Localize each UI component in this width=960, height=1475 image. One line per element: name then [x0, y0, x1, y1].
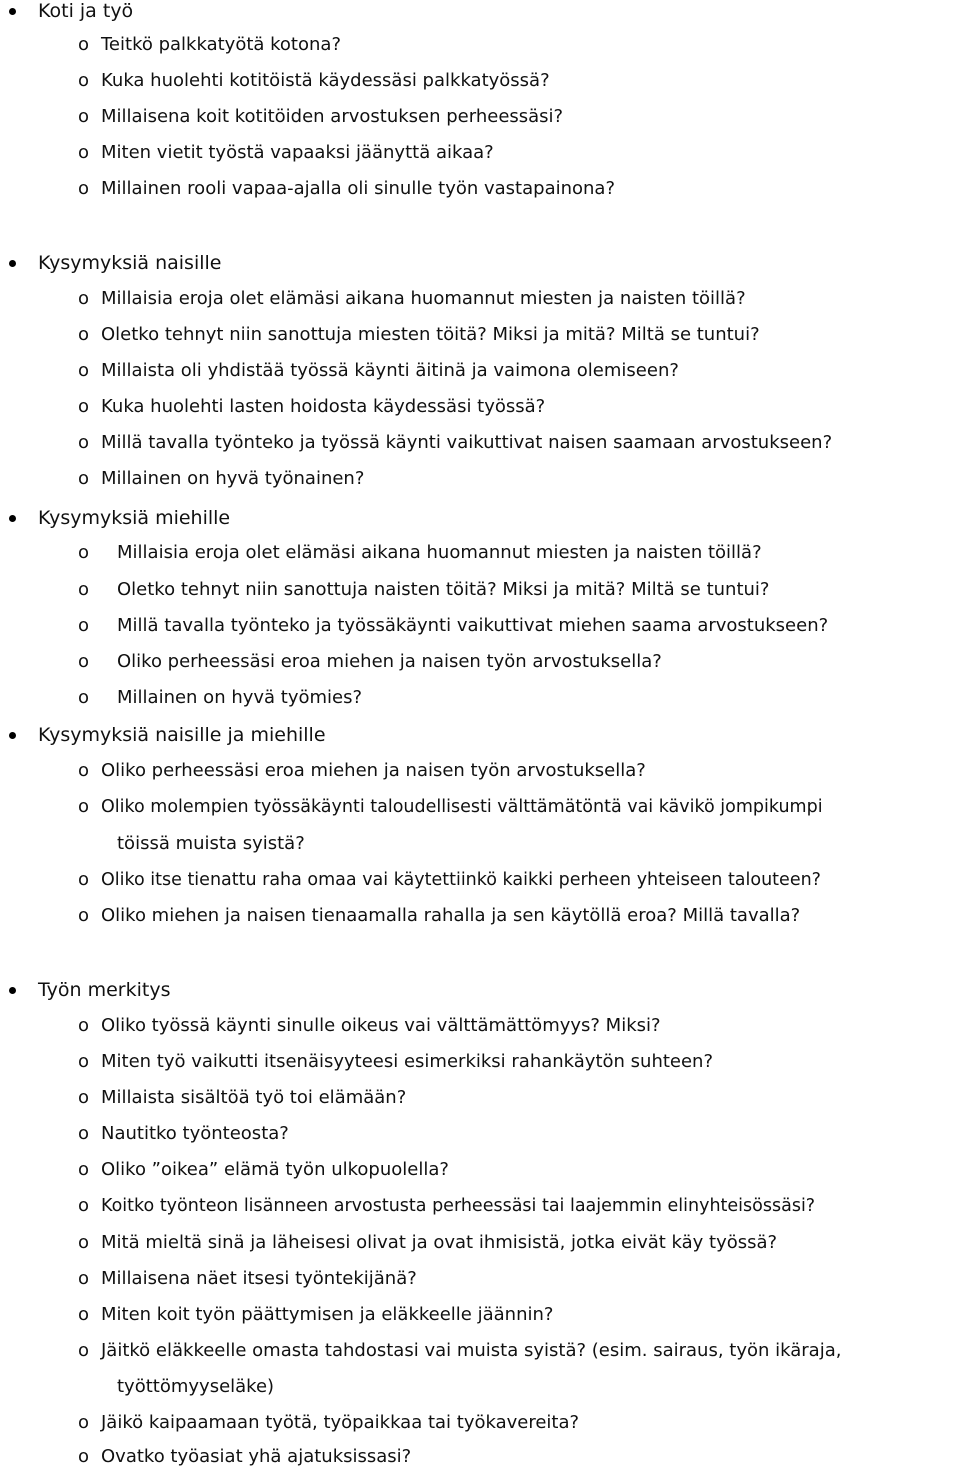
- list-item: Jäikö kaipaamaan työtä, työpaikkaa tai työkavereita?: [101, 1412, 580, 1433]
- list-item: Millaisia eroja olet elämäsi aikana huomannut miesten ja naisten töillä?: [101, 288, 746, 309]
- sub-bullet-marker: o: [78, 360, 90, 381]
- sub-bullet-marker: o: [78, 106, 90, 127]
- bullet-icon: [9, 732, 16, 739]
- bullet-icon: [9, 8, 16, 15]
- list-item: Millainen on hyvä työnainen?: [101, 468, 365, 489]
- list-item: Millä tavalla työnteko ja työssä käynti vaikuttivat naisen saamaan arvostukseen?: [101, 432, 833, 453]
- section-title: Kysymyksiä naisille ja miehille: [38, 724, 326, 746]
- list-item: Oliko molempien työssäkäynti taloudellisesti välttämätöntä vai kävikö jompikumpi: [101, 797, 823, 817]
- list-item: Oletko tehnyt niin sanottuja miesten töitä? Miksi ja mitä? Miltä se tuntui?: [101, 324, 760, 345]
- list-item: Oletko tehnyt niin sanottuja naisten töitä? Miksi ja mitä? Miltä se tuntui?: [117, 579, 770, 600]
- list-item: Millaista sisältöä työ toi elämään?: [101, 1087, 407, 1108]
- sub-bullet-marker: o: [78, 468, 90, 489]
- list-item: Jäitkö eläkkeelle omasta tahdostasi vai muista syistä? (esim. sairaus, työn ikäraja,: [101, 1340, 842, 1361]
- sub-bullet-marker: o: [78, 1446, 90, 1467]
- bullet-icon: [9, 515, 16, 522]
- list-item: Millaisena näet itsesi työntekijänä?: [101, 1268, 417, 1289]
- list-item: Millaisena koit kotitöiden arvostuksen perheessäsi?: [101, 106, 564, 127]
- sub-bullet-marker: o: [78, 651, 90, 672]
- list-item: Oliko työssä käynti sinulle oikeus vai välttämättömyys? Miksi?: [101, 1015, 661, 1036]
- list-item: Oliko perheessäsi eroa miehen ja naisen työn arvostuksella?: [101, 760, 646, 781]
- sub-bullet-marker: o: [78, 288, 90, 309]
- sub-bullet-marker: o: [78, 687, 90, 708]
- list-item: Millainen on hyvä työmies?: [117, 687, 363, 708]
- list-item: Oliko perheessäsi eroa miehen ja naisen työn arvostuksella?: [117, 651, 662, 672]
- list-item-continuation: työttömyyseläke): [117, 1376, 275, 1397]
- list-item: Millä tavalla työnteko ja työssäkäynti vaikuttivat miehen saama arvostukseen?: [117, 615, 829, 636]
- section-title: Työn merkitys: [38, 979, 171, 1001]
- sub-bullet-marker: o: [78, 396, 90, 417]
- sub-bullet-marker: o: [78, 1232, 90, 1253]
- list-item: Oliko ”oikea” elämä työn ulkopuolella?: [101, 1159, 449, 1180]
- sub-bullet-marker: o: [78, 1268, 90, 1289]
- sub-bullet-marker: o: [78, 1015, 90, 1036]
- list-item: Oliko miehen ja naisen tienaamalla rahalla ja sen käytöllä eroa? Millä tavalla?: [101, 905, 801, 926]
- sub-bullet-marker: o: [78, 432, 90, 453]
- sub-bullet-marker: o: [78, 1340, 90, 1361]
- sub-bullet-marker: o: [78, 34, 90, 55]
- sub-bullet-marker: o: [78, 1087, 90, 1108]
- list-item: Teitkö palkkatyötä kotona?: [101, 34, 341, 55]
- list-item: Mitä mieltä sinä ja läheisesi olivat ja ovat ihmisistä, jotka eivät käy työssä?: [101, 1232, 778, 1253]
- section-title: Koti ja työ: [38, 0, 134, 22]
- sub-bullet-marker: o: [78, 142, 90, 163]
- list-item: Millainen rooli vapaa-ajalla oli sinulle työn vastapainona?: [101, 178, 616, 199]
- bullet-icon: [9, 987, 16, 994]
- list-item: Kuka huolehti lasten hoidosta käydessäsi työssä?: [101, 396, 546, 417]
- list-item-continuation: töissä muista syistä?: [117, 833, 305, 854]
- section-title: Kysymyksiä miehille: [38, 507, 231, 529]
- list-item: Nautitko työnteosta?: [101, 1123, 289, 1144]
- sub-bullet-marker: o: [78, 615, 90, 636]
- list-item: Miten työ vaikutti itsenäisyyteesi esimerkiksi rahankäytön suhteen?: [101, 1051, 714, 1072]
- sub-bullet-marker: o: [78, 1412, 90, 1433]
- sub-bullet-marker: o: [78, 579, 90, 600]
- sub-bullet-marker: o: [78, 542, 90, 563]
- list-item: Millaisia eroja olet elämäsi aikana huomannut miesten ja naisten töillä?: [117, 542, 762, 563]
- sub-bullet-marker: o: [78, 1304, 90, 1325]
- sub-bullet-marker: o: [78, 70, 90, 91]
- list-item: Miten vietit työstä vapaaksi jäänyttä aikaa?: [101, 142, 494, 163]
- bullet-icon: [9, 260, 16, 267]
- sub-bullet-marker: o: [78, 178, 90, 199]
- list-item: Oliko itse tienattu raha omaa vai käytettiinkö kaikki perheen yhteiseen talouteen?: [101, 870, 821, 890]
- sub-bullet-marker: o: [78, 869, 90, 890]
- sub-bullet-marker: o: [78, 796, 90, 817]
- sub-bullet-marker: o: [78, 1123, 90, 1144]
- sub-bullet-marker: o: [78, 760, 90, 781]
- section-title: Kysymyksiä naisille: [38, 252, 222, 274]
- sub-bullet-marker: o: [78, 324, 90, 345]
- list-item: Ovatko työasiat yhä ajatuksissasi?: [101, 1446, 412, 1467]
- list-item: Millaista oli yhdistää työssä käynti äitinä ja vaimona olemiseen?: [101, 360, 679, 381]
- sub-bullet-marker: o: [78, 1195, 90, 1216]
- sub-bullet-marker: o: [78, 905, 90, 926]
- list-item: Koitko työnteon lisänneen arvostusta perheessäsi tai laajemmin elinyhteisössäsi?: [101, 1196, 816, 1216]
- sub-bullet-marker: o: [78, 1159, 90, 1180]
- list-item: Miten koit työn päättymisen ja eläkkeelle jäännin?: [101, 1304, 554, 1325]
- list-item: Kuka huolehti kotitöistä käydessäsi palkkatyössä?: [101, 70, 550, 91]
- sub-bullet-marker: o: [78, 1051, 90, 1072]
